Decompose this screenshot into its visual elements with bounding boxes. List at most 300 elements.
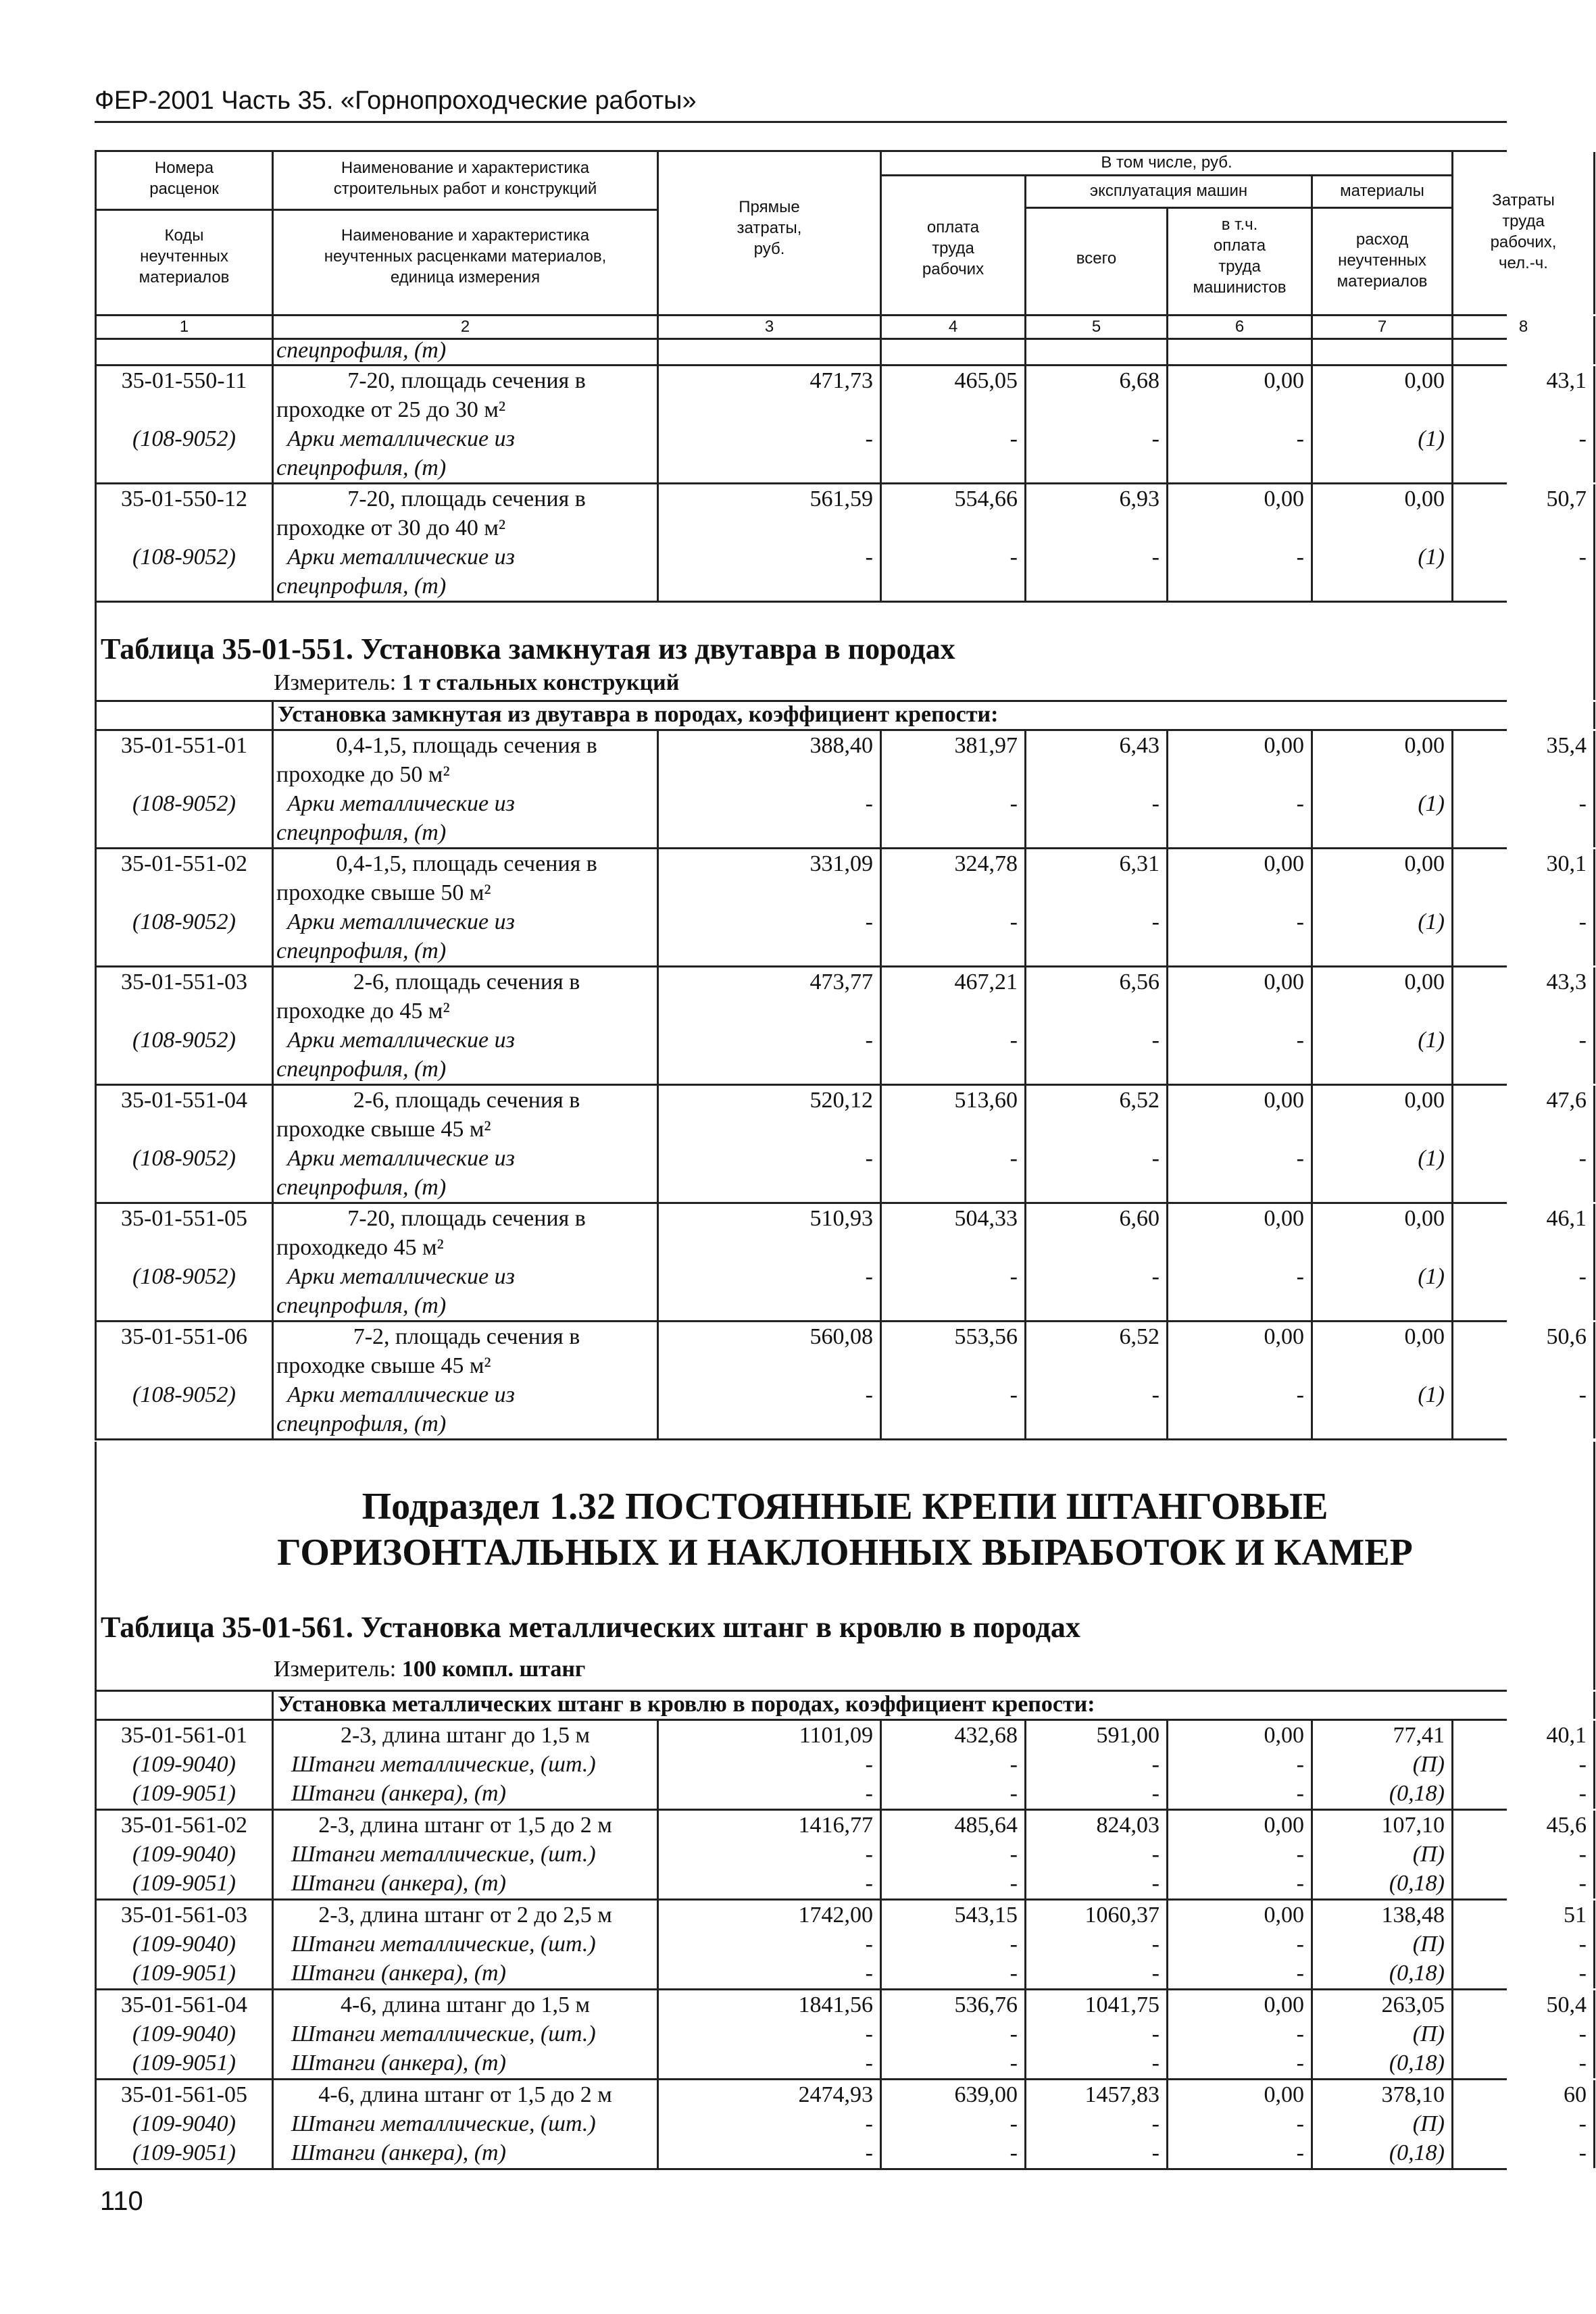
material-name: Штанги (анкера), (т)	[291, 1781, 506, 1806]
material-value: -	[1151, 426, 1159, 451]
material-value: (П)	[1412, 1932, 1445, 1957]
value-cell	[880, 1204, 1024, 1320]
value-cell	[1451, 1811, 1595, 1898]
value-cell	[1451, 2080, 1595, 2168]
material-value: -	[1151, 1028, 1159, 1053]
material-name: Штанги (анкера), (т)	[291, 2140, 506, 2165]
rate-code: 35-01-551-05	[121, 1206, 247, 1231]
work-name: 2-6, площадь сечения в	[353, 1088, 580, 1113]
section-title-block	[95, 1442, 1507, 1690]
material-value: -	[865, 1842, 873, 1867]
value: 639,00	[954, 2082, 1018, 2107]
table-row	[95, 484, 1587, 603]
table-row	[95, 967, 1587, 1086]
value: 50,4	[1546, 1992, 1587, 2017]
value: 0,00	[1264, 733, 1304, 758]
value-cell	[1451, 967, 1595, 1084]
value-cell	[1166, 1990, 1311, 2078]
row-names	[272, 1721, 657, 1809]
value-cell	[1451, 1086, 1595, 1202]
value-cell	[1311, 849, 1451, 965]
value: 0,00	[1404, 851, 1445, 876]
material-value: -	[1009, 1028, 1018, 1053]
header-machinist-pay: в т.ч. оплата труда машинистов	[1166, 209, 1311, 314]
material-name: спецпрофиля, (т)	[276, 820, 447, 845]
col-num: 3	[657, 316, 880, 338]
value: 0,00	[1264, 2082, 1304, 2107]
col-num: 5	[1024, 316, 1166, 338]
material-code: (109-9051)	[132, 1781, 236, 1806]
material-value: -	[1578, 1264, 1587, 1289]
material-value: -	[1151, 2111, 1159, 2136]
value: 43,1	[1546, 368, 1587, 393]
material-value: -	[1151, 1781, 1159, 1806]
row-codes	[95, 731, 272, 847]
value: 0,00	[1264, 1903, 1304, 1928]
value-cell	[1024, 1721, 1166, 1809]
value: 554,66	[954, 486, 1018, 511]
material-code: (108-9052)	[132, 545, 236, 570]
work-name: 2-3, длина штанг до 1,5 м	[340, 1723, 591, 1748]
material-code: (108-9052)	[132, 909, 236, 934]
header-codes: Номера расценок Коды неучтенных материалов	[95, 152, 272, 314]
carry-over-row	[95, 336, 1507, 366]
rate-code: 35-01-551-03	[121, 970, 247, 995]
material-value: -	[1151, 1961, 1159, 1986]
material-value: -	[1296, 1028, 1304, 1053]
material-value: -	[1009, 545, 1018, 570]
row-names	[272, 366, 657, 482]
material-value: -	[1578, 426, 1587, 451]
material-name: Арки металлические из	[287, 909, 515, 934]
material-value: (П)	[1412, 1752, 1445, 1777]
material-value: -	[1151, 1264, 1159, 1289]
material-value: -	[1578, 2021, 1587, 2046]
material-value: -	[1296, 1382, 1304, 1407]
work-name: проходке до 50 м²	[276, 762, 450, 787]
material-value: -	[1578, 909, 1587, 934]
table-561-subheader-text: Установка металлических штанг в кровлю в породах, коэффициент крепости:	[278, 1692, 1095, 1717]
value: 473,77	[809, 970, 873, 995]
rate-code: 35-01-561-01	[121, 1723, 247, 1748]
rate-code: 35-01-561-02	[121, 1813, 247, 1838]
value-cell	[1024, 1086, 1166, 1202]
value: 0,00	[1264, 368, 1304, 393]
material-value: -	[1009, 1961, 1018, 1986]
rate-code: 35-01-551-04	[121, 1088, 247, 1113]
work-name: 7-20, площадь сечения в	[347, 486, 586, 511]
value: 46,1	[1546, 1206, 1587, 1231]
row-codes	[95, 1721, 272, 1809]
row-names	[272, 1811, 657, 1898]
material-code: (108-9052)	[132, 1382, 236, 1407]
rate-code: 35-01-550-12	[121, 486, 247, 511]
table-row	[95, 1204, 1587, 1322]
row-codes	[95, 967, 272, 1084]
material-name: Арки металлические из	[287, 545, 515, 570]
value-cell	[657, 2080, 880, 2168]
value-cell	[1166, 849, 1311, 965]
material-name: Штанги металлические, (шт.)	[291, 2111, 596, 2136]
value: 591,00	[1096, 1723, 1159, 1748]
material-value: -	[1151, 545, 1159, 570]
row-codes	[95, 849, 272, 965]
material-value: -	[865, 1146, 873, 1171]
row-names	[272, 967, 657, 1084]
material-name: Арки металлические из	[287, 791, 515, 816]
material-value: -	[1296, 1264, 1304, 1289]
value-cell	[1166, 1322, 1311, 1438]
value: 504,33	[954, 1206, 1018, 1231]
row-codes	[95, 484, 272, 601]
section-title: Подраздел 1.32 ПОСТОЯННЫЕ КРЕПИ ШТАНГОВЫЕ ГОРИЗОНТАЛЬНЫХ И НАКЛОННЫХ ВЫРАБОТОК И КАМЕР	[277, 1486, 1413, 1574]
material-code: (108-9052)	[132, 791, 236, 816]
value-cell	[1311, 1322, 1451, 1438]
work-name: 2-3, длина штанг от 2 до 2,5 м	[318, 1903, 612, 1928]
row-codes	[95, 1086, 272, 1202]
value: 0,00	[1404, 970, 1445, 995]
value-cell	[880, 849, 1024, 965]
value-cell	[1451, 731, 1595, 847]
value: 0,00	[1404, 1206, 1445, 1231]
row-names	[272, 1990, 657, 2078]
header-labor: Затраты труда рабочих, чел.-ч.	[1451, 152, 1595, 314]
col-num: 1	[95, 316, 272, 338]
material-value: -	[865, 1871, 873, 1896]
value-cell	[1024, 1901, 1166, 1988]
table-561-subheader	[95, 1690, 1507, 1721]
material-value: -	[865, 545, 873, 570]
value-cell	[1024, 1204, 1166, 1320]
material-name: спецпрофиля, (т)	[276, 1411, 447, 1436]
material-value: (0,18)	[1389, 1781, 1445, 1806]
material-value: (1)	[1418, 791, 1445, 816]
material-code: (108-9052)	[132, 1028, 236, 1053]
work-name: 7-20, площадь сечения в	[347, 1206, 586, 1231]
table-551-subheader	[95, 700, 1507, 731]
material-value: -	[1151, 2021, 1159, 2046]
value: 553,56	[954, 1324, 1018, 1349]
value-cell	[1166, 1721, 1311, 1809]
value-cell	[880, 731, 1024, 847]
value-cell	[1024, 967, 1166, 1084]
work-name: проходке от 30 до 40 м²	[276, 515, 506, 540]
material-value: -	[1296, 909, 1304, 934]
material-name: спецпрофиля, (т)	[276, 455, 447, 480]
value-cell	[1311, 1811, 1451, 1898]
value: 60	[1564, 2082, 1587, 2107]
value-cell	[880, 1811, 1024, 1898]
material-code: (109-9040)	[132, 1752, 236, 1777]
value-cell	[1024, 2080, 1166, 2168]
material-value: -	[1296, 545, 1304, 570]
material-name: Штанги металлические, (шт.)	[291, 2021, 596, 2046]
value-cell	[880, 1990, 1024, 2078]
value-cell	[657, 1204, 880, 1320]
value: 0,00	[1264, 1723, 1304, 1748]
value-cell	[1451, 1322, 1595, 1438]
value-cell	[880, 967, 1024, 1084]
value: 50,6	[1546, 1324, 1587, 1349]
material-value: -	[865, 1752, 873, 1777]
material-value: -	[1296, 2140, 1304, 2165]
table-row	[95, 1721, 1587, 1811]
material-value: -	[1296, 1752, 1304, 1777]
value: 331,09	[809, 851, 873, 876]
material-value: -	[865, 791, 873, 816]
material-name: Арки металлические из	[287, 1382, 515, 1407]
header-names: Наименование и характеристика строительных работ и конструкций Наименование и характеристика неучтенных расценками материалов, единица измерения	[272, 152, 657, 314]
header-materials-usage: расход неучтенных материалов	[1311, 209, 1451, 314]
value: 6,31	[1119, 851, 1159, 876]
column-header	[95, 150, 1557, 340]
value: 47,6	[1546, 1088, 1587, 1113]
value-cell	[657, 967, 880, 1084]
material-name: спецпрофиля, (т)	[276, 1175, 447, 1200]
value: 510,93	[809, 1206, 873, 1231]
material-value: -	[1578, 1146, 1587, 1171]
value-cell	[1311, 366, 1451, 482]
value-cell	[1024, 731, 1166, 847]
value: 513,60	[954, 1088, 1018, 1113]
value: 1841,56	[798, 1992, 873, 2017]
material-value: (1)	[1418, 909, 1445, 934]
value-cell	[1451, 1721, 1595, 1809]
material-value: -	[1151, 1871, 1159, 1896]
material-value: -	[1009, 909, 1018, 934]
row-names	[272, 484, 657, 601]
table-561-measure: Измеритель: 100 компл. штанг	[274, 1657, 586, 1682]
work-name: 2-3, длина штанг от 1,5 до 2 м	[318, 1813, 612, 1838]
value-cell	[657, 849, 880, 965]
value-cell	[657, 1901, 880, 1988]
work-name: проходке от 25 до 30 м²	[276, 397, 506, 422]
material-value: -	[1009, 791, 1018, 816]
value: 1041,75	[1084, 1992, 1159, 2017]
material-value: (0,18)	[1389, 1871, 1445, 1896]
material-code: (109-9040)	[132, 2021, 236, 2046]
work-name: 7-2, площадь сечения в	[353, 1324, 580, 1349]
material-name: Штанги (анкера), (т)	[291, 1871, 506, 1896]
material-value: -	[1009, 1781, 1018, 1806]
value-cell	[880, 1721, 1024, 1809]
value: 432,68	[954, 1723, 1018, 1748]
value: 6,60	[1119, 1206, 1159, 1231]
material-value: -	[865, 1264, 873, 1289]
value-cell	[657, 484, 880, 601]
value: 138,48	[1381, 1903, 1445, 1928]
value: 0,00	[1264, 486, 1304, 511]
value: 77,41	[1393, 1723, 1445, 1748]
value: 51	[1564, 1903, 1587, 1928]
header-materials: материалы	[1311, 176, 1451, 209]
value-cell	[1451, 1901, 1595, 1988]
value-cell	[1166, 967, 1311, 1084]
material-value: -	[1151, 2140, 1159, 2165]
material-code: (109-9051)	[132, 1961, 236, 1986]
material-value: -	[1009, 1932, 1018, 1957]
value: 0,00	[1404, 1088, 1445, 1113]
material-name: спецпрофиля, (т)	[276, 1293, 447, 1318]
value: 543,15	[954, 1903, 1018, 1928]
rate-code: 35-01-561-03	[121, 1903, 247, 1928]
material-value: (1)	[1418, 545, 1445, 570]
value-cell	[1166, 1204, 1311, 1320]
value-cell	[657, 1990, 880, 2078]
material-value: -	[1578, 1932, 1587, 1957]
material-value: -	[1578, 1781, 1587, 1806]
material-value: -	[1578, 1871, 1587, 1896]
table-row	[95, 731, 1587, 849]
value-cell	[880, 2080, 1024, 2168]
material-value: -	[1296, 1932, 1304, 1957]
material-name: Штанги (анкера), (т)	[291, 2051, 506, 2076]
value-cell	[1311, 484, 1451, 601]
material-value: -	[1296, 2051, 1304, 2076]
value: 0,00	[1264, 970, 1304, 995]
row-names	[272, 1086, 657, 1202]
rate-code: 35-01-561-05	[121, 2082, 247, 2107]
table-550-continuation	[95, 336, 1587, 603]
material-value: (П)	[1412, 1842, 1445, 1867]
material-value: -	[1009, 1752, 1018, 1777]
value-cell	[1024, 366, 1166, 482]
material-value: -	[1578, 1961, 1587, 1986]
table-551-subheader-text: Установка замкнутая из двутавра в породах, коэффициент крепости:	[278, 702, 999, 727]
material-name: Арки металлические из	[287, 1264, 515, 1289]
material-name: Штанги металлические, (шт.)	[291, 1752, 596, 1777]
value: 0,00	[1264, 1813, 1304, 1838]
material-value: -	[1151, 1382, 1159, 1407]
table-551-title-block	[95, 600, 1507, 700]
row-names	[272, 731, 657, 847]
value-cell	[1451, 849, 1595, 965]
row-codes	[95, 2080, 272, 2168]
table-551-title: Таблица 35-01-551. Установка замкнутая из двутавра в породах	[101, 632, 955, 665]
value-cell	[1311, 1901, 1451, 1988]
material-value: -	[1009, 1264, 1018, 1289]
value: 388,40	[809, 733, 873, 758]
table-row	[95, 366, 1587, 484]
value-cell	[1024, 1322, 1166, 1438]
material-code: (109-9040)	[132, 1842, 236, 1867]
material-value: -	[1296, 791, 1304, 816]
material-value: -	[1296, 1146, 1304, 1171]
value: 0,00	[1264, 1324, 1304, 1349]
value: 536,76	[954, 1992, 1018, 2017]
work-name: 2-6, площадь сечения в	[353, 970, 580, 995]
value: 471,73	[809, 368, 873, 393]
material-value: -	[1009, 1382, 1018, 1407]
material-value: -	[1578, 1028, 1587, 1053]
value: 1742,00	[798, 1903, 873, 1928]
value: 45,6	[1546, 1813, 1587, 1838]
material-value: -	[1009, 2111, 1018, 2136]
material-code: (108-9052)	[132, 1264, 236, 1289]
rate-code: 35-01-551-06	[121, 1324, 247, 1349]
material-name: Арки металлические из	[287, 426, 515, 451]
value: 0,00	[1404, 733, 1445, 758]
material-value: -	[1296, 1961, 1304, 1986]
value: 465,05	[954, 368, 1018, 393]
material-name: Арки металлические из	[287, 1146, 515, 1171]
value-cell	[657, 731, 880, 847]
material-value: (П)	[1412, 2021, 1445, 2046]
value-cell	[880, 484, 1024, 601]
value: 0,00	[1264, 1992, 1304, 2017]
material-value: -	[865, 1961, 873, 1986]
value-cell	[1311, 731, 1451, 847]
value-cell	[1451, 484, 1595, 601]
value-cell	[1451, 1204, 1595, 1320]
value: 6,52	[1119, 1324, 1159, 1349]
value: 1416,77	[798, 1813, 873, 1838]
material-name: Штанги металлические, (шт.)	[291, 1932, 596, 1957]
material-value: -	[1578, 1752, 1587, 1777]
material-value: (1)	[1418, 1028, 1445, 1053]
value-cell	[880, 1322, 1024, 1438]
material-code: (109-9040)	[132, 2111, 236, 2136]
value: 1457,83	[1084, 2082, 1159, 2107]
material-value: -	[1009, 2051, 1018, 2076]
material-value: -	[1151, 791, 1159, 816]
value: 263,05	[1381, 1992, 1445, 2017]
col-num: 6	[1166, 316, 1311, 338]
value: 378,10	[1381, 2082, 1445, 2107]
table-561-title: Таблица 35-01-561. Установка металлических штанг в кровлю в породах	[101, 1611, 1080, 1644]
value: 0,00	[1264, 1088, 1304, 1113]
material-value: -	[1151, 1932, 1159, 1957]
material-value: -	[865, 2111, 873, 2136]
material-value: (1)	[1418, 1264, 1445, 1289]
value: 0,00	[1404, 368, 1445, 393]
work-name: проходке свыше 45 м²	[276, 1117, 491, 1142]
material-value: -	[1578, 791, 1587, 816]
material-value: -	[1009, 2140, 1018, 2165]
value: 35,4	[1546, 733, 1587, 758]
material-value: -	[865, 2021, 873, 2046]
value-cell	[1451, 366, 1595, 482]
material-value: (1)	[1418, 1382, 1445, 1407]
col-num: 7	[1311, 316, 1451, 338]
value: 43,3	[1546, 970, 1587, 995]
material-value: (0,18)	[1389, 2140, 1445, 2165]
carry-over-text: спецпрофиля, (т)	[272, 336, 657, 364]
value: 561,59	[809, 486, 873, 511]
value-cell	[1024, 1811, 1166, 1898]
rate-code: 35-01-561-04	[121, 1992, 247, 2017]
col-num: 8	[1451, 316, 1595, 338]
value-cell	[657, 366, 880, 482]
material-value: -	[1009, 2021, 1018, 2046]
material-value: -	[865, 2051, 873, 2076]
value-cell	[1166, 484, 1311, 601]
header-machine-total: всего	[1024, 209, 1166, 314]
material-value: -	[1296, 1842, 1304, 1867]
value-cell	[1166, 1811, 1311, 1898]
value-cell	[1166, 366, 1311, 482]
material-value: -	[1578, 1382, 1587, 1407]
value-cell	[1311, 2080, 1451, 2168]
work-name: проходке свыше 45 м²	[276, 1353, 491, 1378]
value: 560,08	[809, 1324, 873, 1349]
work-name: 4-6, длина штанг до 1,5 м	[340, 1992, 591, 2017]
value: 324,78	[954, 851, 1018, 876]
value-cell	[880, 1086, 1024, 1202]
work-name: 0,4-1,5, площадь сечения в	[336, 851, 597, 876]
value-cell	[1024, 849, 1166, 965]
page-number: 110	[100, 2186, 143, 2216]
